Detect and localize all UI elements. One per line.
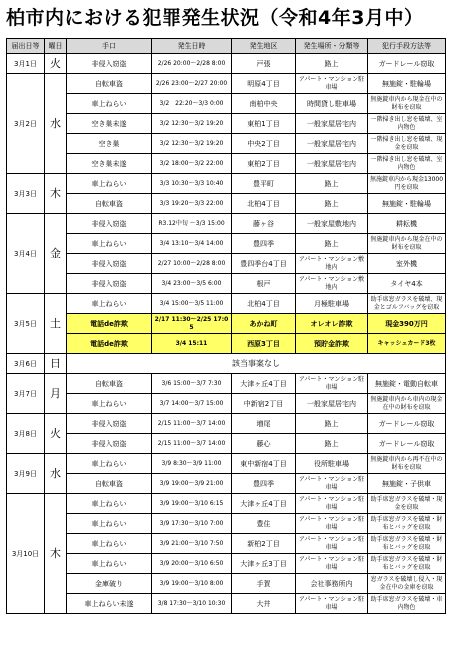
table-row xyxy=(7,434,446,454)
table-row xyxy=(7,234,446,254)
method-cell: 車上ねらい xyxy=(67,494,152,514)
place-cell: 一般家屋敷地内 xyxy=(296,214,368,234)
table-row xyxy=(7,394,446,414)
datetime-cell: 3/3 19:20～3/3 22:00 xyxy=(152,194,232,214)
table-row xyxy=(7,174,446,194)
place-cell: アパート・マンション駐車場 xyxy=(296,494,368,514)
place-cell: オレオレ詐欺 xyxy=(296,314,368,334)
method-cell: 車上ねらい xyxy=(67,534,152,554)
method-cell: 非侵入窃盗 xyxy=(67,254,152,274)
date-cell: 3月4日 xyxy=(7,214,45,294)
area-cell: 大津ヶ丘4丁目 xyxy=(232,494,296,514)
place-cell: 一般家屋居宅内 xyxy=(296,114,368,134)
area-cell: 藤心 xyxy=(232,434,296,454)
method-cell: 車上ねらい xyxy=(67,294,152,314)
datetime-cell: 3/9 19:00～3/10 6:15 xyxy=(152,494,232,514)
date-cell: 3月3日 xyxy=(7,174,45,214)
area-cell: 手賀 xyxy=(232,574,296,594)
method-cell: 車上ねらい xyxy=(67,94,152,114)
table-row xyxy=(7,134,446,154)
table-row xyxy=(7,314,446,334)
means-cell: 助手席窓ガラスを破壊、現金とゴルフバッグを窃取 xyxy=(368,294,446,314)
area-cell: 豊四季 xyxy=(232,234,296,254)
means-cell: 助手席窓ガラスを破壊・現金を窃取 xyxy=(368,494,446,514)
area-cell: 南柏中央 xyxy=(232,94,296,114)
place-cell: 一般家屋居宅内 xyxy=(296,394,368,414)
place-cell: 路上 xyxy=(296,54,368,74)
table-row xyxy=(7,474,446,494)
datetime-cell: 3/3 10:30～3/3 10:40 xyxy=(152,174,232,194)
header-weekday: 曜日 xyxy=(45,39,67,54)
means-cell: 無施錠車内から車内の現金在中の財布を窃取 xyxy=(368,394,446,414)
weekday-cell: 日 xyxy=(45,354,67,374)
place-cell: 一般家屋居宅内 xyxy=(296,154,368,174)
place-cell: アパート・マンション駐車場 xyxy=(296,74,368,94)
method-cell: 非侵入窃盗 xyxy=(67,414,152,434)
means-cell: ガードレール窃取 xyxy=(368,434,446,454)
area-cell: 東中新宿4丁目 xyxy=(232,454,296,474)
table-row xyxy=(7,354,446,374)
date-cell: 3月9日 xyxy=(7,454,45,494)
datetime-cell: 3/8 17:30～3/10 10:30 xyxy=(152,594,232,614)
datetime-cell: 3/2 18:00～3/2 22:00 xyxy=(152,154,232,174)
table-row xyxy=(7,514,446,534)
datetime-cell: 3/2 12:30～3/2 19:20 xyxy=(152,114,232,134)
place-cell: 月極駐車場 xyxy=(296,294,368,314)
means-cell: 現金390万円 xyxy=(368,314,446,334)
table-row xyxy=(7,74,446,94)
datetime-cell: 3/2 22:20～3/3 0:00 xyxy=(152,94,232,114)
place-cell: 路上 xyxy=(296,194,368,214)
means-cell: 助手席窓ガラスを破壊・財布とバッグを窃取 xyxy=(368,554,446,574)
means-cell: 一階掃き出し窓を破壊、現金を窃取 xyxy=(368,134,446,154)
table-row xyxy=(7,334,446,354)
means-cell: キャッシュカード3枚 xyxy=(368,334,446,354)
date-cell: 3月1日 xyxy=(7,54,45,74)
method-cell: 車上ねらい xyxy=(67,394,152,414)
method-cell: 非侵入窃盗 xyxy=(67,54,152,74)
area-cell: 大津ヶ丘3丁目 xyxy=(232,554,296,574)
area-cell: 明原4丁目 xyxy=(232,74,296,94)
table-row xyxy=(7,554,446,574)
table-row xyxy=(7,494,446,514)
method-cell: 電話de詐欺 xyxy=(67,334,152,354)
means-cell: 窓ガラスを破壊し侵入・現金在中の金庫を窃取 xyxy=(368,574,446,594)
datetime-cell: R3.12中旬 ～3/3 15:00 xyxy=(152,214,232,234)
header-area: 発生地区 xyxy=(232,39,296,54)
datetime-cell: 3/9 17:30～3/10 7:00 xyxy=(152,514,232,534)
datetime-cell: 2/15 11:00～3/7 14:00 xyxy=(152,434,232,454)
place-cell: 役所駐車場 xyxy=(296,454,368,474)
means-cell: 無施錠・駐輪場 xyxy=(368,74,446,94)
place-cell: 路上 xyxy=(296,414,368,434)
method-cell: 車上ねらい xyxy=(67,454,152,474)
method-cell: 電話de詐欺 xyxy=(67,314,152,334)
means-cell: 無施錠車内から現金13000円を窃取 xyxy=(368,174,446,194)
table-body xyxy=(7,54,446,614)
place-cell: アパート・マンション駐車場 xyxy=(296,514,368,534)
means-cell: 助手席窓ガラスを破壊・財布とバッグを窃取 xyxy=(368,534,446,554)
weekday-cell: 火 xyxy=(45,414,67,454)
table-row xyxy=(7,214,446,234)
place-cell: 会社事務所内 xyxy=(296,574,368,594)
area-cell: 西原3丁目 xyxy=(232,334,296,354)
method-cell: 非侵入窃盗 xyxy=(67,434,152,454)
method-cell: 非侵入窃盗 xyxy=(67,214,152,234)
place-cell: 時間貸し駐車場 xyxy=(296,94,368,114)
means-cell: ガードレール窃取 xyxy=(368,414,446,434)
method-cell: 車上ねらい未遂 xyxy=(67,594,152,614)
means-cell: 一階掃き出し窓を破壊、室内物色 xyxy=(368,114,446,134)
means-cell: 耕耘機 xyxy=(368,214,446,234)
datetime-cell: 3/4 15:00～3/5 11:00 xyxy=(152,294,232,314)
place-cell: 路上 xyxy=(296,434,368,454)
datetime-cell: 3/4 13:10～3/4 14:00 xyxy=(152,234,232,254)
datetime-cell: 3/7 14:00～3/7 15:00 xyxy=(152,394,232,414)
place-cell: アパート・マンション敷地内 xyxy=(296,254,368,274)
date-cell: 3月8日 xyxy=(7,414,45,454)
place-cell: 預貯金詐欺 xyxy=(296,334,368,354)
area-cell: 大津ヶ丘4丁目 xyxy=(232,374,296,394)
table-row xyxy=(7,454,446,474)
place-cell: アパート・マンション敷地内 xyxy=(296,274,368,294)
area-cell: 豊四季台4丁目 xyxy=(232,254,296,274)
area-cell: 豊四季 xyxy=(232,474,296,494)
means-cell: 助手席窓ガラスを破壊・財布とバッグを窃取 xyxy=(368,514,446,534)
datetime-cell: 2/15 11:00～3/7 14:00 xyxy=(152,414,232,434)
date-cell: 3月6日 xyxy=(7,354,45,374)
method-cell: 非侵入窃盗 xyxy=(67,274,152,294)
date-cell: 3月5日 xyxy=(7,294,45,354)
place-cell: 路上 xyxy=(296,234,368,254)
place-cell: アパート・マンション駐車場 xyxy=(296,474,368,494)
place-cell: 一般家屋居宅内 xyxy=(296,134,368,154)
area-cell: 中央2丁目 xyxy=(232,134,296,154)
table-row xyxy=(7,94,446,114)
means-cell: 助手席窓ガラスを破壊・車内物色 xyxy=(368,594,446,614)
area-cell: あかね町 xyxy=(232,314,296,334)
area-cell: 大井 xyxy=(232,594,296,614)
method-cell: 車上ねらい xyxy=(67,234,152,254)
datetime-cell: 2/17 11:30～2/25 17:05 xyxy=(152,314,232,334)
table-row xyxy=(7,114,446,134)
weekday-cell: 火 xyxy=(45,54,67,74)
datetime-cell: 3/9 19:00～3/10 8:00 xyxy=(152,574,232,594)
datetime-cell: 3/9 8:30～3/9 11:00 xyxy=(152,454,232,474)
method-cell: 金庫破り xyxy=(67,574,152,594)
table-header-row xyxy=(7,39,446,54)
no-incident-note: 該当事案なし xyxy=(67,354,446,374)
table-row xyxy=(7,594,446,614)
table-row xyxy=(7,254,446,274)
area-cell: 豊平町 xyxy=(232,174,296,194)
weekday-cell: 木 xyxy=(45,174,67,214)
method-cell: 自転車盗 xyxy=(67,474,152,494)
weekday-cell: 月 xyxy=(45,374,67,414)
datetime-cell: 3/2 12:30～3/2 19:20 xyxy=(152,134,232,154)
means-cell: 一階掃き出し窓を破壊、室内物色 xyxy=(368,154,446,174)
crime-table xyxy=(6,38,446,614)
weekday-cell: 土 xyxy=(45,294,67,354)
datetime-cell: 3/4 15:11 xyxy=(152,334,232,354)
table-row xyxy=(7,374,446,394)
means-cell: ガードレール窃取 xyxy=(368,54,446,74)
weekday-cell: 水 xyxy=(45,74,67,174)
method-cell: 車上ねらい xyxy=(67,514,152,534)
means-cell: 無施錠・電動自転車 xyxy=(368,374,446,394)
method-cell: 空き巣未遂 xyxy=(67,114,152,134)
area-cell: 藤ヶ谷 xyxy=(232,214,296,234)
means-cell: 無施錠・駐輪場 xyxy=(368,194,446,214)
datetime-cell: 3/9 20:00～3/10 6:50 xyxy=(152,554,232,574)
means-cell: 無施錠車内から再不在中の財布を窃取 xyxy=(368,454,446,474)
page-title: 柏市内における犯罪発生状況（令和4年3月中） xyxy=(6,7,424,29)
header-method: 手口 xyxy=(67,39,152,54)
area-cell: 北柏4丁目 xyxy=(232,294,296,314)
datetime-cell: 3/9 19:00～3/9 21:00 xyxy=(152,474,232,494)
method-cell: 自転車盗 xyxy=(67,74,152,94)
table-row xyxy=(7,194,446,214)
area-cell: 戸張 xyxy=(232,54,296,74)
header-means: 犯行手段方法等 xyxy=(368,39,446,54)
place-cell: アパート・マンション駐車場 xyxy=(296,554,368,574)
table-row xyxy=(7,294,446,314)
place-cell: アパート・マンション駐車場 xyxy=(296,594,368,614)
date-cell: 3月7日 xyxy=(7,374,45,414)
method-cell: 自転車盗 xyxy=(67,374,152,394)
weekday-cell: 金 xyxy=(45,214,67,294)
place-cell: アパート・マンション駐車場 xyxy=(296,534,368,554)
table-row xyxy=(7,534,446,554)
area-cell: 東柏1丁目 xyxy=(232,114,296,134)
method-cell: 空き巣未遂 xyxy=(67,154,152,174)
means-cell: タイヤ4本 xyxy=(368,274,446,294)
method-cell: 空き巣 xyxy=(67,134,152,154)
area-cell: 新柏2丁目 xyxy=(232,534,296,554)
table-row xyxy=(7,414,446,434)
weekday-cell: 水 xyxy=(45,454,67,494)
area-cell: 中新宿2丁目 xyxy=(232,394,296,414)
area-cell: 根戸 xyxy=(232,274,296,294)
date-cell: 3月10日 xyxy=(7,494,45,614)
place-cell: 路上 xyxy=(296,174,368,194)
area-cell: 増尾 xyxy=(232,414,296,434)
place-cell: アパート・マンション駐車場 xyxy=(296,374,368,394)
datetime-cell: 3/4 23:00～3/5 6:00 xyxy=(152,274,232,294)
method-cell: 車上ねらい xyxy=(67,174,152,194)
area-cell: 東柏2丁目 xyxy=(232,154,296,174)
table-row xyxy=(7,274,446,294)
area-cell: 豊住 xyxy=(232,514,296,534)
datetime-cell: 2/26 23:00～2/27 20:00 xyxy=(152,74,232,94)
header-datetime: 発生日時 xyxy=(152,39,232,54)
header-date: 届出日等 xyxy=(7,39,45,54)
method-cell: 車上ねらい xyxy=(67,554,152,574)
means-cell: 室外機 xyxy=(368,254,446,274)
table-row xyxy=(7,154,446,174)
datetime-cell: 3/6 15:00～3/7 7:30 xyxy=(152,374,232,394)
header-place: 発生場所・分類等 xyxy=(296,39,368,54)
area-cell: 北柏4丁目 xyxy=(232,194,296,214)
weekday-cell: 木 xyxy=(45,494,67,614)
means-cell: 無施錠車内から現金在中の財布を窃取 xyxy=(368,234,446,254)
table-row xyxy=(7,54,446,74)
table-row xyxy=(7,574,446,594)
date-cell: 3月2日 xyxy=(7,74,45,174)
means-cell: 無施錠車内から現金在中の財布を窃取 xyxy=(368,94,446,114)
method-cell: 自転車盗 xyxy=(67,194,152,214)
datetime-cell: 3/9 21:00～3/10 7:50 xyxy=(152,534,232,554)
datetime-cell: 2/27 10:00～2/28 8:00 xyxy=(152,254,232,274)
means-cell: 無施錠・子供車 xyxy=(368,474,446,494)
datetime-cell: 2/26 20:00～2/28 8:00 xyxy=(152,54,232,74)
